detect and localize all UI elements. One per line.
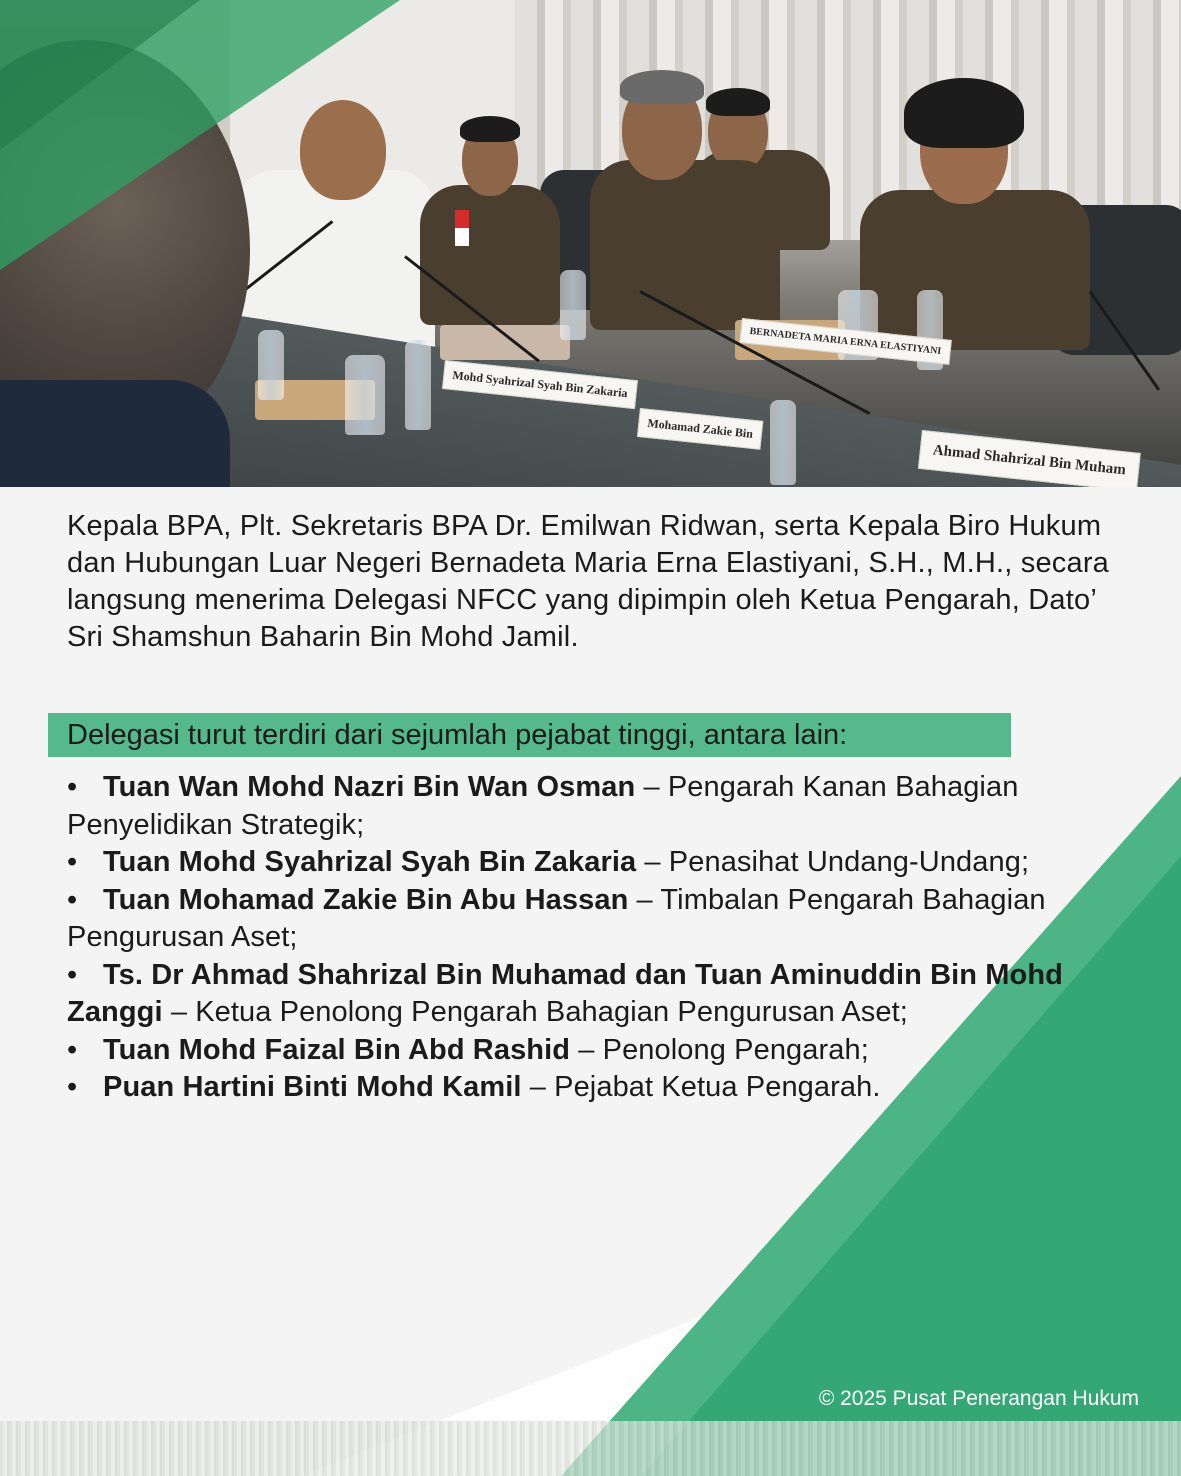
copyright-footer: © 2025 Pusat Penerangan Hukum [818,1387,1139,1410]
bullet-icon: • [67,846,78,878]
photo-bottle [770,400,796,485]
delegate-role: – Pejabat Ketua Pengarah. [521,1071,881,1103]
photo-bottle [560,270,586,340]
delegate-role: – Penolong Pengarah; [570,1033,869,1066]
subheading-text: Delegasi turut terdiri dari sejumlah pejabat tinggi, antara lain: [67,719,848,751]
list-item [67,844,1147,882]
photo-bottle [258,330,284,400]
bullet-icon: • [67,1033,78,1066]
delegate-list [67,769,1147,1107]
grass-texture [0,1421,1181,1476]
delegate-name: Tuan Mohd Faizal Bin Abd Rashid [103,1033,571,1066]
photo-placard: Mohd Syahrizal Syah Bin Zakaria [442,360,638,409]
list-item [67,957,1147,1032]
photo-bottle [405,340,431,430]
green-corner-accent [0,0,200,150]
delegate-name: Tuan Mohamad Zakie Bin Abu Hassan [103,883,629,916]
photo-placard: BERNADETA MARIA ERNA ELASTIYANI [739,318,951,365]
photo-flag [455,210,469,246]
intro-section [67,508,1127,656]
list-item [67,882,1147,957]
delegate-role: – Penasihat Undang-Undang; [636,846,1030,878]
intro-paragraph: Kepala BPA, Plt. Sekretaris BPA Dr. Emilwan Ridwan, serta Kepala Biro Hukum dan Hubungan Luar Negeri Bernadeta Maria Erna Elastiyani, S.H., M.H., secara langsung menerima Delegasi NFCC yang dipimpin oleh Ketua Pengarah, Dato’ Sri Shamshun Baharin Bin Mohd Jamil. [67,510,1110,653]
photo-foreground-person-body [0,380,230,487]
list-item [67,1032,1147,1070]
delegate-role: – Pengarah Kanan Bahagian Penyelidikan Strategik; [67,771,1019,841]
bullet-icon: • [67,771,78,803]
delegate-role: – Ketua Penolong Pengarah Bahagian Pengurusan Aset; [162,996,908,1028]
subheading-banner [48,713,1011,757]
meeting-photo [0,0,1181,487]
photo-box [440,325,570,360]
photo-placard: Ahmad Shahrizal Bin Muham [918,430,1141,487]
delegate-name: Tuan Mohd Syahrizal Syah Bin Zakaria [103,846,637,878]
bullet-icon: • [67,883,78,916]
delegate-role: – Timbalan Pengarah Bahagian Pengurusan Aset; [67,883,1046,953]
delegate-name: Tuan Wan Mohd Nazri Bin Wan Osman [103,771,636,803]
photo-glass [345,355,385,435]
delegate-name: Puan Hartini Binti Mohd Kamil [103,1071,522,1103]
list-item [67,1069,1147,1107]
bullet-icon: • [67,1071,78,1103]
bullet-icon: • [67,958,78,991]
list-item [67,769,1147,844]
delegate-name: Ts. Dr Ahmad Shahrizal Bin Muhamad dan Tuan Aminuddin Bin Mohd Zanggi [67,958,1063,1028]
photo-placard: Mohamad Zakie Bin [637,408,763,450]
